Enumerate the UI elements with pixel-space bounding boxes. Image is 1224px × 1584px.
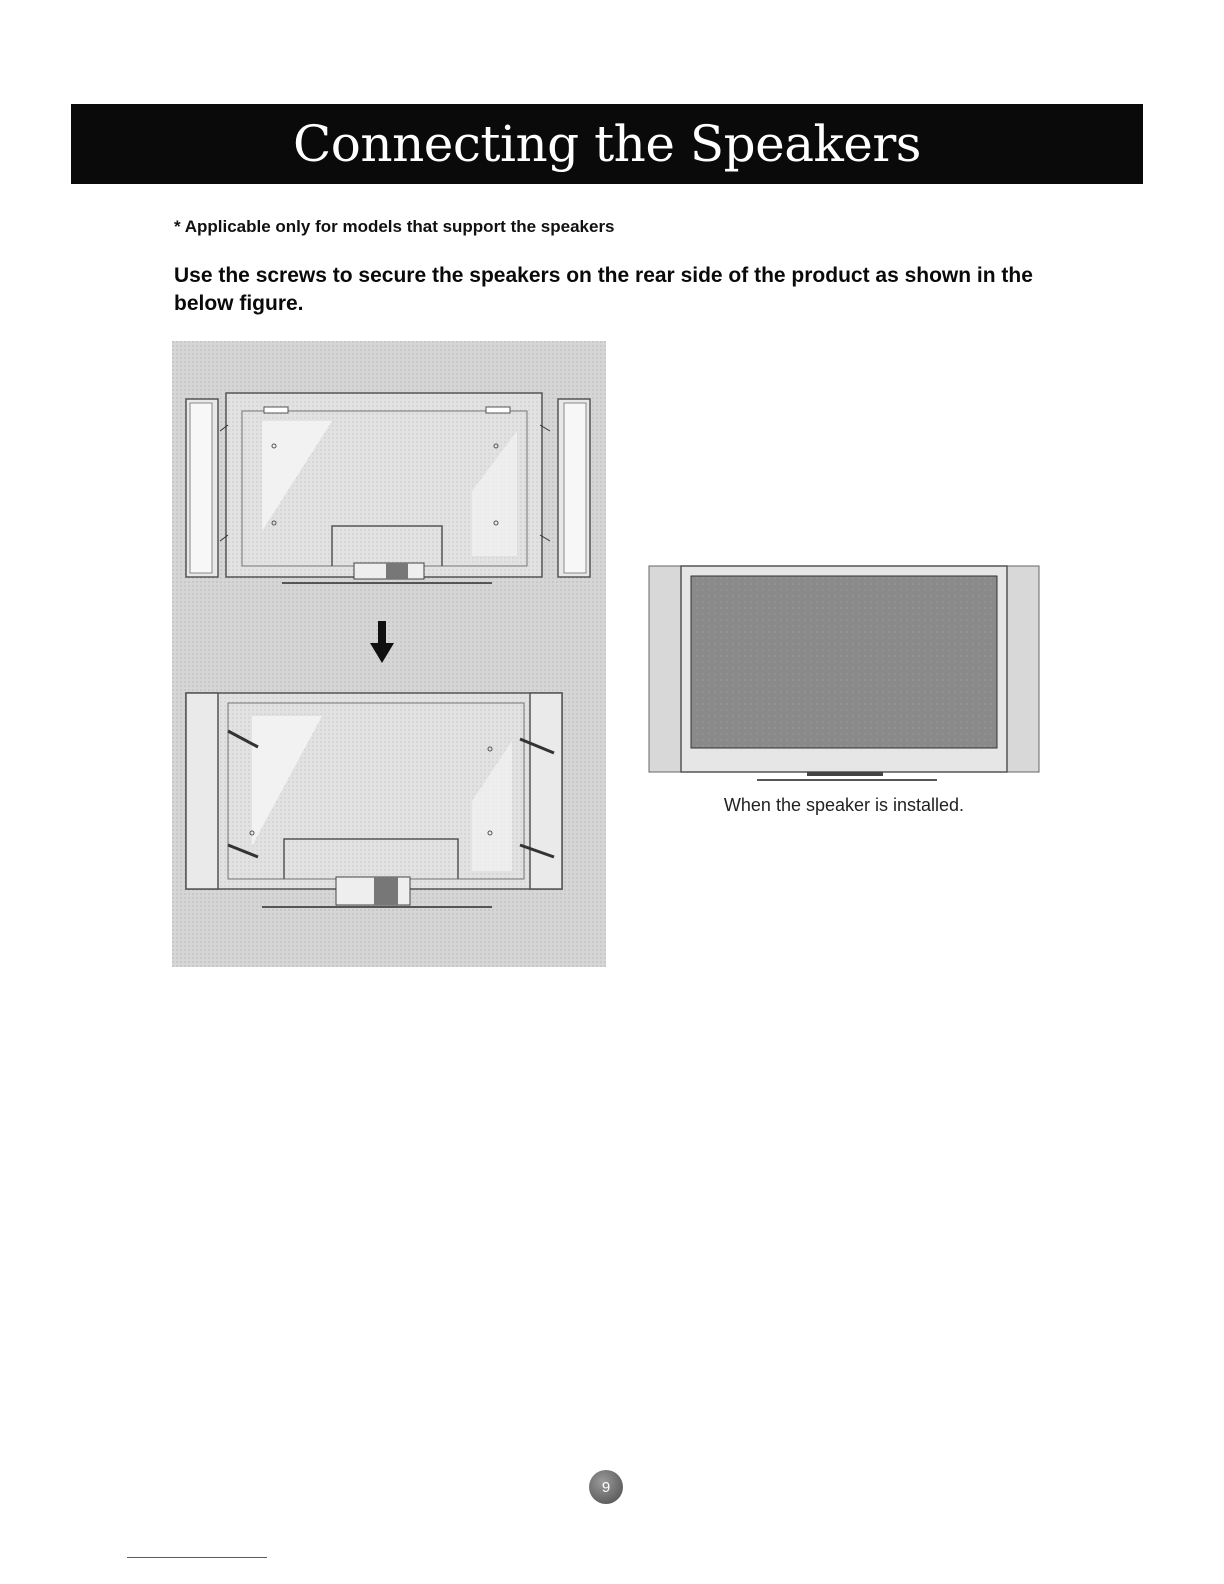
rear-panel-before — [226, 393, 542, 583]
applicability-note: * Applicable only for models that support the speakers — [174, 217, 615, 236]
page-number-badge: 9 — [589, 1470, 623, 1504]
instruction-text: Use the screws to secure the speakers on the rear side of the product as shown in the below figure. — [174, 264, 1033, 315]
rear-panel-after — [186, 693, 562, 907]
speaker-attach-illustration — [172, 341, 606, 967]
title-bar — [71, 104, 1143, 184]
page-title: Connecting the Speakers — [293, 115, 921, 173]
footer-rule — [127, 1557, 267, 1558]
figure-caption: When the speaker is installed. — [723, 795, 965, 815]
installed-speaker-illustration — [647, 564, 1041, 790]
